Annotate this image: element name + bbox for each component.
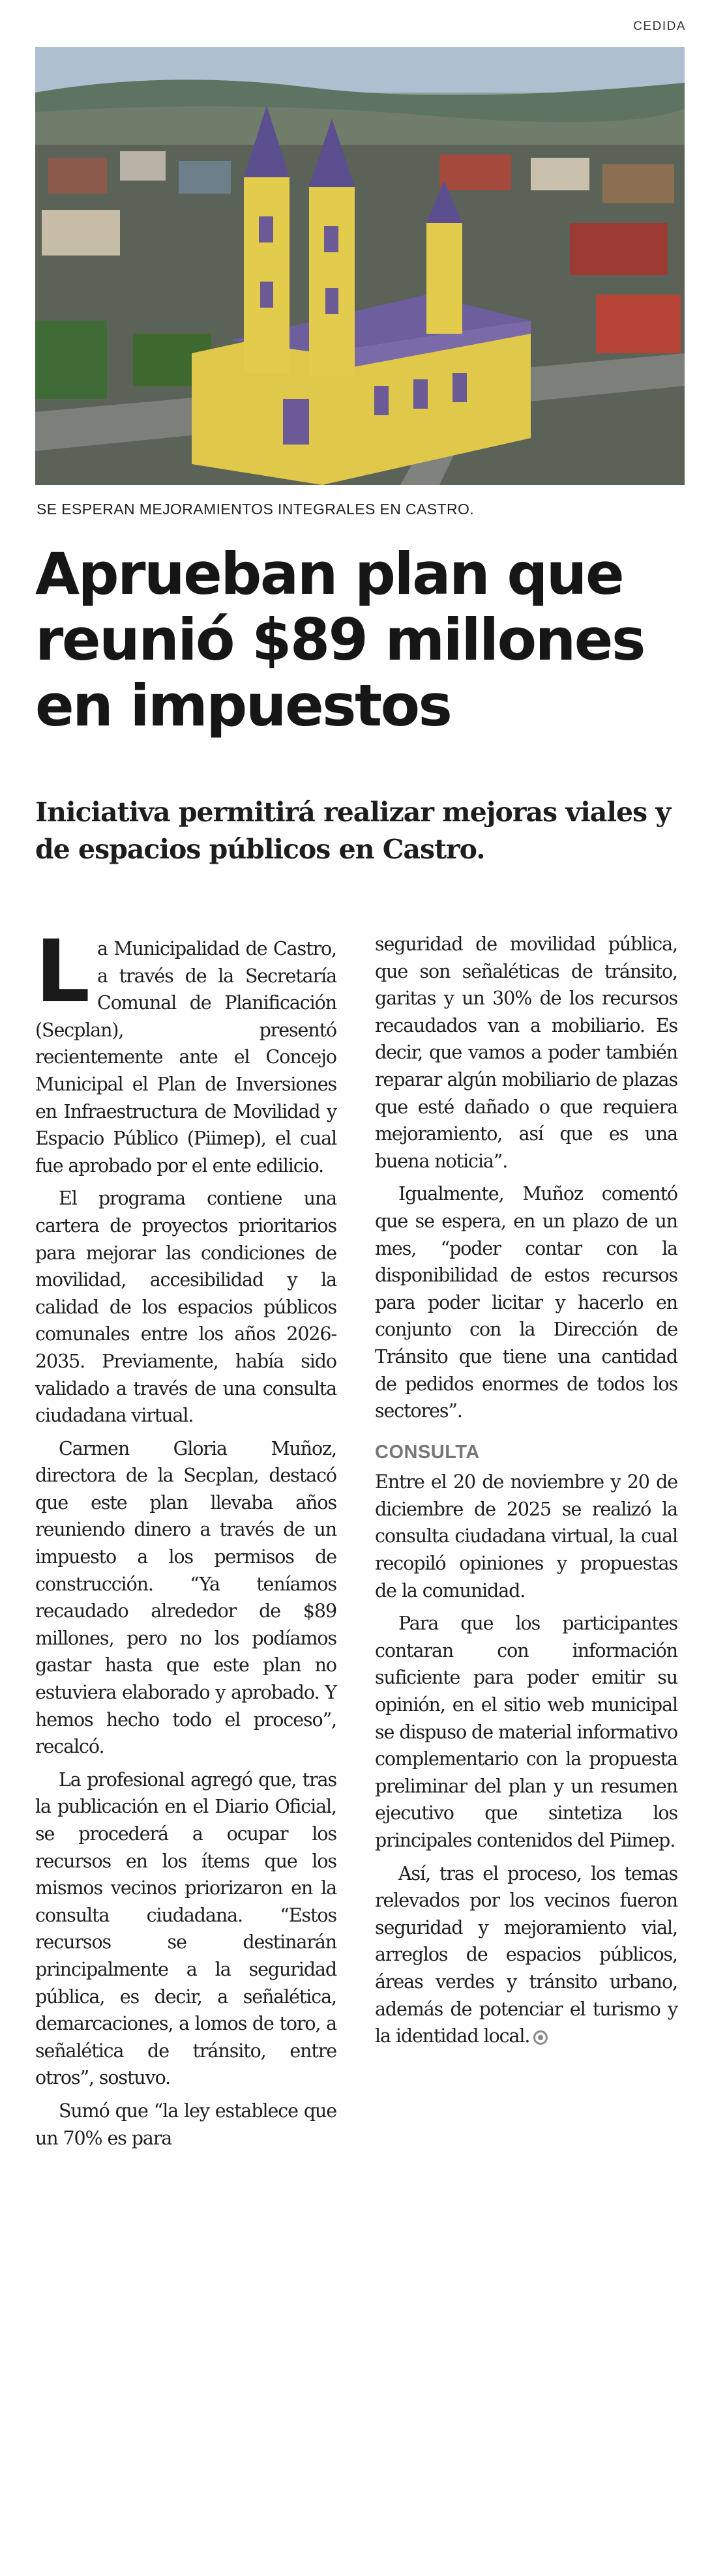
article-column-right	[375, 931, 677, 2056]
photo-caption: SE ESPERAN MEJORAMIENTOS INTEGRALES EN CASTRO.	[37, 501, 475, 518]
article-photo	[35, 47, 685, 485]
end-of-article-icon	[533, 2030, 548, 2045]
paragraph-7: Entre el 20 de noviembre y 20 de diciembre de 2025 se realizó la consulta ciudadana virtual, la cual recopiló opiniones y propuestas de la comunidad.	[375, 1471, 677, 1602]
paragraph-5: Sumó que “la ley establece que un 70% es para	[35, 2100, 336, 2149]
paragraph-8: Para que los participantes contaran con información suficiente para poder emitir su opinión, en el sitio web municipal se dispuso de material informativo complementario con la propuesta preliminar del plan y un resumen ejecutivo que sintetiza los principales contenidos del Piimep.	[375, 1613, 677, 1851]
paragraph-5-continued: seguridad de movilidad pública, que son señaléticas de tránsito, garitas y un 30% de los recursos recaudados van a mobiliario. Es decir, que vamos a poder también reparar algún mobiliario de plazas que esté dañado o que requiera mejoramiento, así que es una buena noticia”.	[375, 933, 677, 1172]
drop-cap: L	[35, 922, 90, 1022]
paragraph-4: La profesional agregó que, tras la publicación en el Diario Oficial, se procederá a ocupar los recursos en los ítems que los mismos vecinos priorizaron en la consulta ciudadana. “Estos recursos se destinarán principalmente a la seguridad pública, es decir, a señalética, demarcaciones, a lomos de toro, a señalética de tránsito, entre otros”, sostuvo.	[35, 1768, 336, 2089]
paragraph-1-text: a Municipalidad de Castro, a través de la Secretaría Comunal de Planificación (Secplan), presentó recientemente ante el Concejo Municipal el Plan de Inversiones en Infraestructura de Movilidad y Espacio Público (Piimep), el cual fue aprobado por el ente edilicio.	[35, 938, 336, 1177]
paragraph-6: Igualmente, Muñoz comentó que se espera, en un plazo de un mes, “poder contar con la disponibilidad de estos recursos para poder licitar y hacerlo en conjunto con la Dirección de Tránsito que tiene una cantidad de pedidos enormes de todos los sectores”.	[375, 1183, 677, 1422]
subheadline: Iniciativa permitirá realizar mejoras viales y de espacios públicos en Castro.	[35, 797, 671, 865]
headline: Aprueban plan que reunió $89 millones en impuestos	[35, 540, 644, 739]
paragraph-1	[35, 922, 336, 1179]
section-title-consulta: CONSULTA	[375, 1441, 480, 1463]
paragraph-9-text: Así, tras el proceso, los temas relevados por los vecinos fueron seguridad y mejoramiento vial, arreglos de espacios públicos, áreas verdes y tránsito urbano, además de potenciar el turismo y la identidad local.	[375, 1862, 677, 2047]
paragraph-9	[375, 1860, 677, 2050]
paragraph-2: El programa contiene una cartera de proyectos prioritarios para mejorar las condiciones de movilidad, accesibilidad y la calidad de los espacios públicos comunales entre los años 2026-2035. Previamente, había sido validado a través de una consulta ciudadana virtual.	[35, 1188, 336, 1427]
article-column-left	[35, 922, 336, 2158]
church-aerial-photo-icon	[35, 47, 685, 485]
paragraph-3: Carmen Gloria Muñoz, directora de la Secplan, destacó que este plan llevaba años reuniendo dinero a través de un impuesto a los permisos de construcción. “Ya teníamos recaudado alrededor de $89 millones, pero no los podíamos gastar hasta que este plan no estuviera elaborado y aprobado. Y hemos hecho todo el proceso”, recalcó.	[35, 1437, 336, 1758]
photo-credit: CEDIDA	[633, 20, 686, 33]
